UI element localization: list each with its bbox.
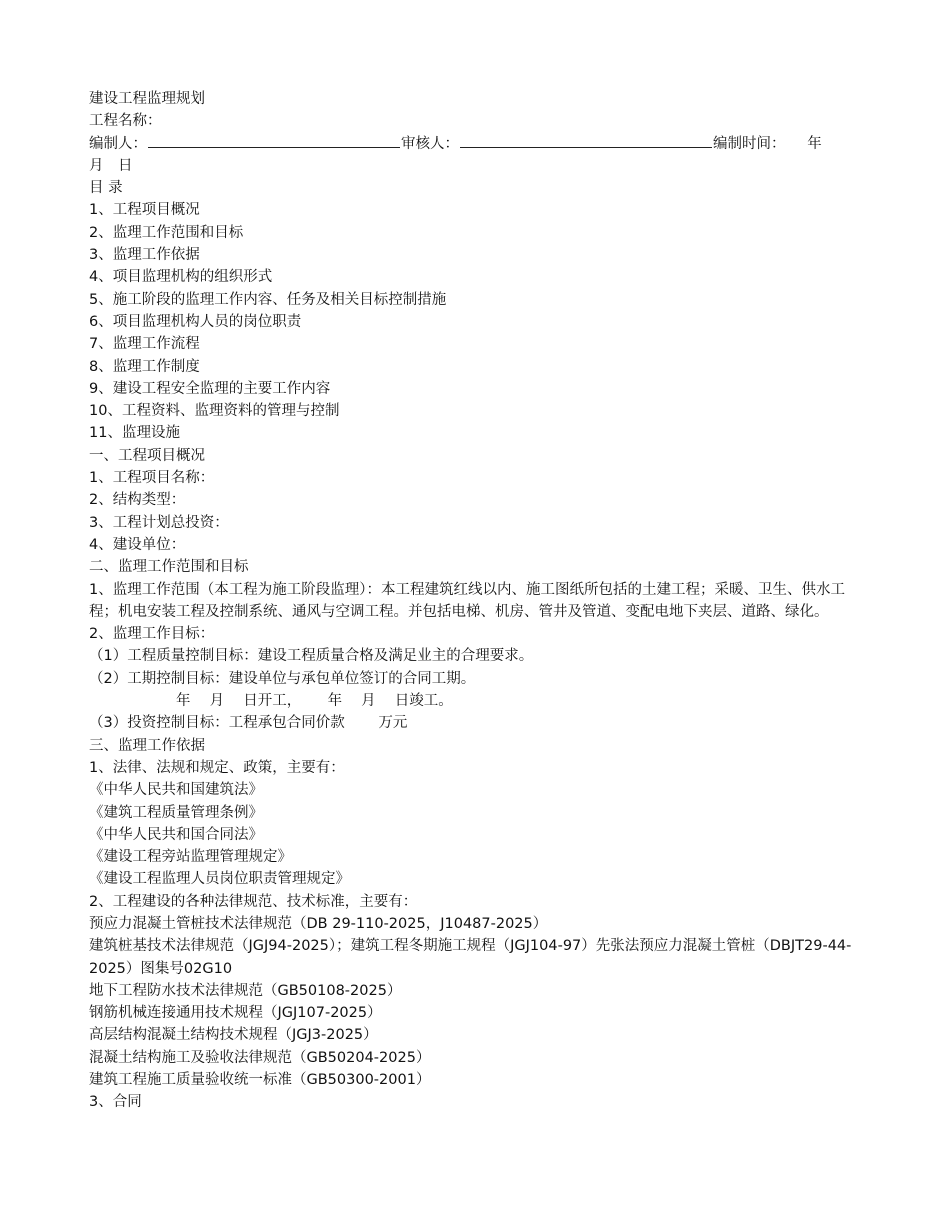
law-item: 《中华人民共和国建筑法》 <box>89 782 263 799</box>
laws-title: 1、法律、法规和规定、政策，主要有： <box>89 759 345 776</box>
standard-item: 钢筋机械连接通用技术规程（JGJ107-2025） <box>89 1005 382 1022</box>
section-heading: 二、监理工作范围和目标 <box>89 559 249 576</box>
toc-title: 目 录 <box>89 180 123 197</box>
toc-item: 2、监理工作范围和目标 <box>89 224 244 241</box>
law-item: 《中华人民共和国合同法》 <box>89 826 263 843</box>
law-item: 《建筑工程质量管理条例》 <box>89 804 263 821</box>
standard-item: 高层结构混凝土结构技术规程（JGJ3-2025） <box>89 1027 378 1044</box>
date-continuation: 月 日 <box>89 157 133 174</box>
toc-item: 11、监理设施 <box>89 425 180 442</box>
law-item: 《建设工程旁站监理管理规定》 <box>89 849 292 866</box>
section-heading: 三、监理工作依据 <box>89 737 205 754</box>
project-name-field: 工程名称： <box>89 113 162 130</box>
author-blank <box>148 134 400 148</box>
standard-item: 地下工程防水技术法律规范（GB50108-2025） <box>89 982 402 999</box>
goal-quality: （1）工程质量控制目标：建设工程质量合格及满足业主的合理要求。 <box>89 648 534 665</box>
scope-paragraph: 1、监理工作范围（本工程为施工阶段监理）：本工程建筑红线以内、施工图纸所包括的土建工程；采暖、卫生、供水工程；机电安装工程及控制系统、通风与空调工程。并包括电梯、机房、管井及管道、变配电地下夹层、道路、绿化。 <box>89 581 845 620</box>
standard-item: 建筑工程施工质量验收统一标准（GB50300-2001） <box>89 1072 431 1089</box>
contract-title: 3、合同 <box>89 1094 142 1111</box>
date-label: 编制时间： 年 <box>713 135 822 152</box>
standard-item: 预应力混凝土管桩技术法律规范（DB 29-110-2025，J10487-2025） <box>89 915 548 932</box>
standards-title: 2、工程建设的各种法律规范、技术标准，主要有： <box>89 893 418 910</box>
toc-item: 10、工程资料、监理资料的管理与控制 <box>89 403 340 420</box>
toc-item: 8、监理工作制度 <box>89 358 200 375</box>
law-item: 《建设工程监理人员岗位职责管理规定》 <box>89 871 350 888</box>
toc-item: 4、项目监理机构的组织形式 <box>89 269 273 286</box>
reviewer-label: 审核人： <box>401 135 459 152</box>
section-heading: 一、工程项目概况 <box>89 447 205 464</box>
standard-item: 混凝土结构施工及验收法律规范（GB50204-2025） <box>89 1049 431 1066</box>
goal-investment: （3）投资控制目标：工程承包合同价款 万元 <box>89 715 408 732</box>
toc-item: 7、监理工作流程 <box>89 336 200 353</box>
goals-title: 2、监理工作目标： <box>89 626 215 643</box>
toc-item: 9、建设工程安全监理的主要工作内容 <box>89 380 331 397</box>
reviewer-blank <box>460 134 712 148</box>
overview-item: 2、结构类型： <box>89 492 186 509</box>
author-label: 编制人： <box>89 135 147 152</box>
overview-item: 1、工程项目名称： <box>89 470 215 487</box>
toc-item: 5、施工阶段的监理工作内容、任务及相关目标控制措施 <box>89 291 447 308</box>
overview-item: 4、建设单位： <box>89 536 186 553</box>
standard-item: 建筑桩基技术法律规范（JGJ94-2025）；建筑工程冬期施工规程（JGJ104-97）先张法预应力混凝土管桩（DBJT29-44-2025）图集号02G10 <box>89 938 852 977</box>
toc-item: 6、项目监理机构人员的岗位职责 <box>89 313 302 330</box>
toc-item: 3、监理工作依据 <box>89 247 200 264</box>
doc-title: 建设工程监理规划 <box>89 91 205 107</box>
toc-item: 1、工程项目概况 <box>89 202 200 219</box>
goal-schedule-dates: 年 月 日开工， 年 月 日竣工。 <box>89 693 453 710</box>
goal-schedule: （2）工期控制目标：建设单位与承包单位签订的合同工期。 <box>89 670 476 687</box>
document-body <box>89 88 861 1114</box>
meta-line <box>89 133 861 155</box>
overview-item: 3、工程计划总投资： <box>89 514 229 531</box>
